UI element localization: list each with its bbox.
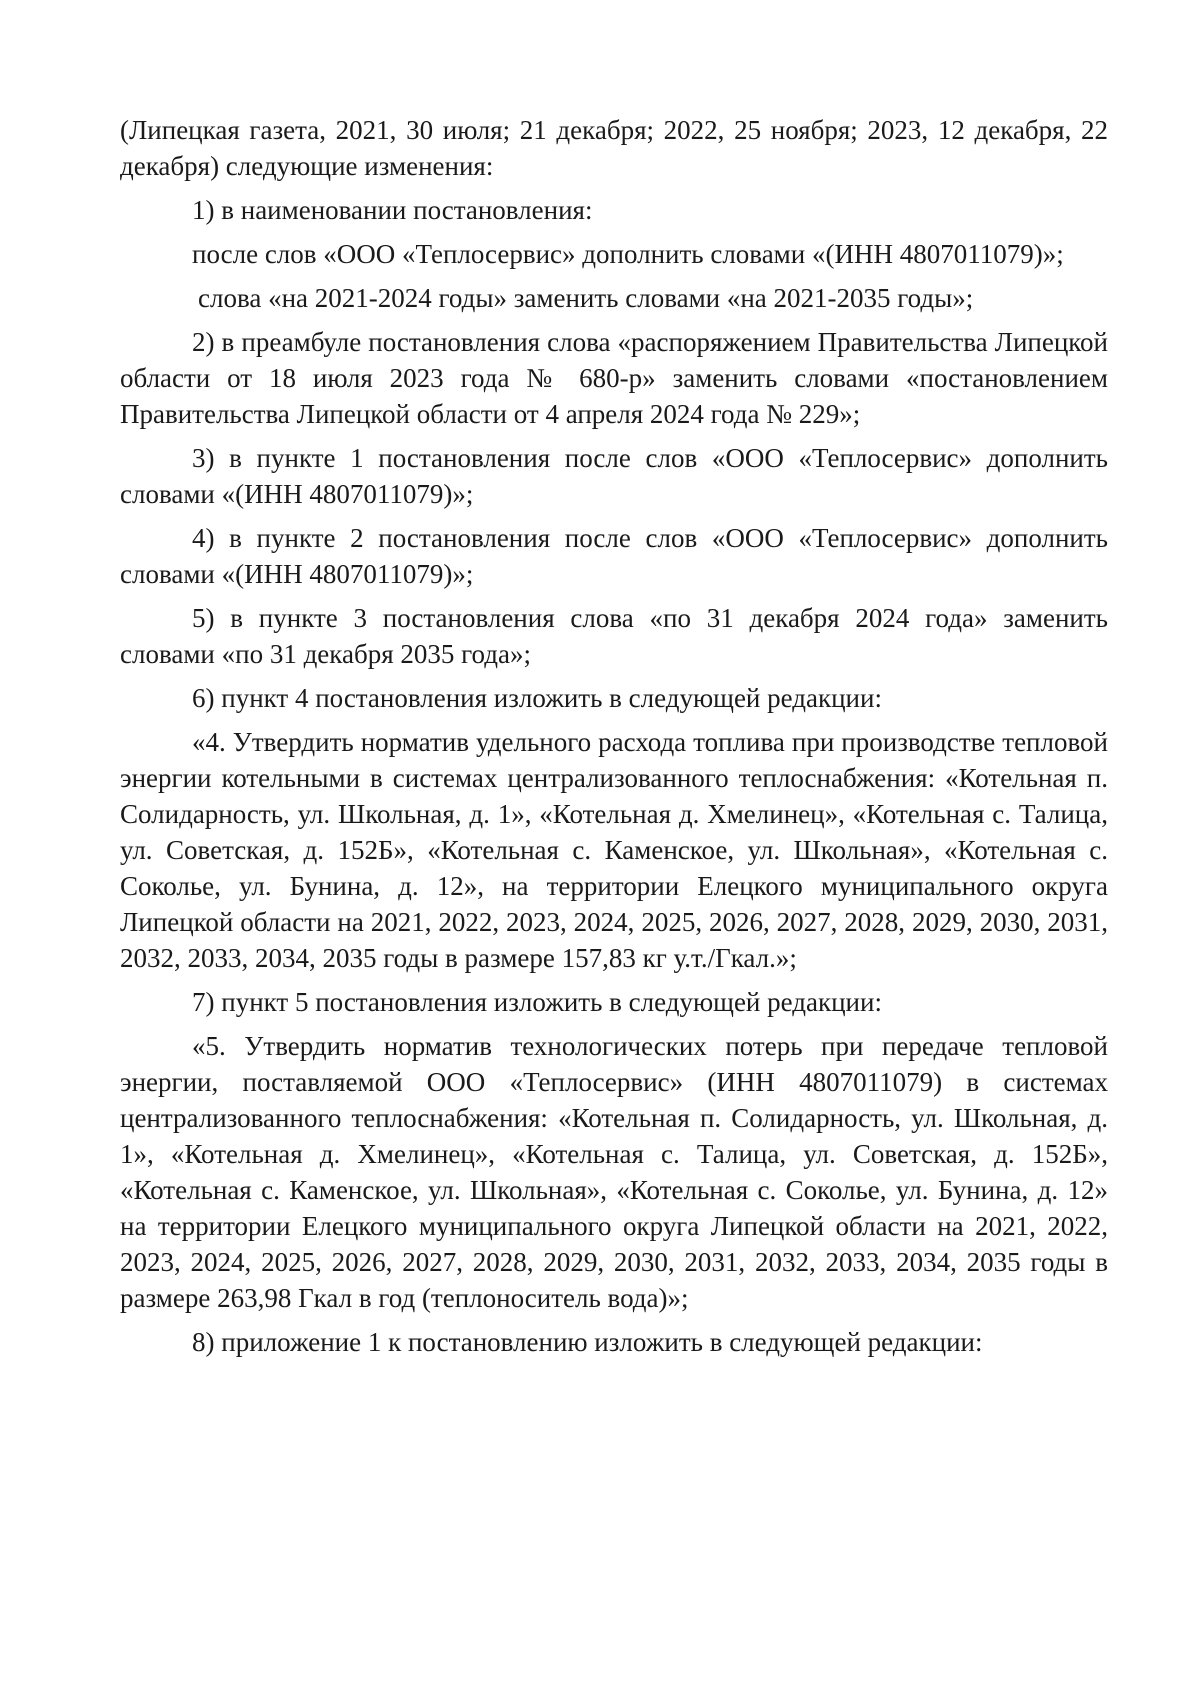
paragraph-item-7: 7) пункт 5 постановления изложить в следующей редакции:	[192, 987, 882, 1017]
paragraph-item-1: 1) в наименовании постановления:	[192, 195, 593, 225]
paragraph-item-1-sub-a: после слов «ООО «Теплосервис» дополнить словами «(ИНН 4807011079)»;	[192, 239, 1064, 269]
paragraph-item-5: 5) в пункте 3 постановления слова «по 31 декабря 2024 года» заменить словами «по 31 декабря 2035 года»;	[120, 603, 1108, 669]
paragraph-item-2: 2) в преамбуле постановления слова «распоряжением Правительства Липецкой области от 18 июля 2023 года № 680-р» заменить словами «постановлением Правительства Липецкой области от 4 апреля 2024 года № 229»;	[120, 327, 1108, 429]
paragraph-item-6: 6) пункт 4 постановления изложить в следующей редакции:	[192, 683, 882, 713]
paragraph-intro: (Липецкая газета, 2021, 30 июля; 21 декабря; 2022, 25 ноября; 2023, 12 декабря, 22 декабря) следующие изменения:	[120, 115, 1108, 181]
document-body	[120, 112, 1108, 1368]
paragraph-item-7-quote: «5. Утвердить норматив технологических потерь при передаче тепловой энергии, поставляемой ООО «Теплосервис» (ИНН 4807011079) в системах централизованного теплоснабжения: «Котельная п. Солидарность, ул. Школьная, д. 1», «Котельная д. Хмелинец», «Котельная с. Талица, ул. Советская, д. 152Б», «Котельная с. Каменское, ул. Школьная», «Котельная с. Соколье, ул. Бунина, д. 12» на территории Елецкого муниципального округа Липецкой области на 2021, 2022, 2023, 2024, 2025, 2026, 2027, 2028, 2029, 2030, 2031, 2032, 2033, 2034, 2035 годы в размере 263,98 Гкал в год (теплоноситель вода)»;	[120, 1031, 1108, 1313]
paragraph-item-6-quote: «4. Утвердить норматив удельного расхода топлива при производстве тепловой энергии котельными в системах централизованного теплоснабжения: «Котельная п. Солидарность, ул. Школьная, д. 1», «Котельная д. Хмелинец», «Котельная с. Талица, ул. Советская, д. 152Б», «Котельная с. Каменское, ул. Школьная», «Котельная с. Соколье, ул. Бунина, д. 12», на территории Елецкого муниципального округа Липецкой области на 2021, 2022, 2023, 2024, 2025, 2026, 2027, 2028, 2029, 2030, 2031, 2032, 2033, 2034, 2035 годы в размере 157,83 кг у.т./Гкал.»;	[120, 727, 1108, 973]
paragraph-item-3: 3) в пункте 1 постановления после слов «ООО «Теплосервис» дополнить словами «(ИНН 4807011079)»;	[120, 443, 1108, 509]
paragraph-item-8: 8) приложение 1 к постановлению изложить в следующей редакции:	[192, 1327, 983, 1357]
paragraph-item-1-sub-b: слова «на 2021-2024 годы» заменить словами «на 2021-2035 годы»;	[198, 283, 974, 313]
paragraph-item-4: 4) в пункте 2 постановления после слов «ООО «Теплосервис» дополнить словами «(ИНН 4807011079)»;	[120, 523, 1108, 589]
